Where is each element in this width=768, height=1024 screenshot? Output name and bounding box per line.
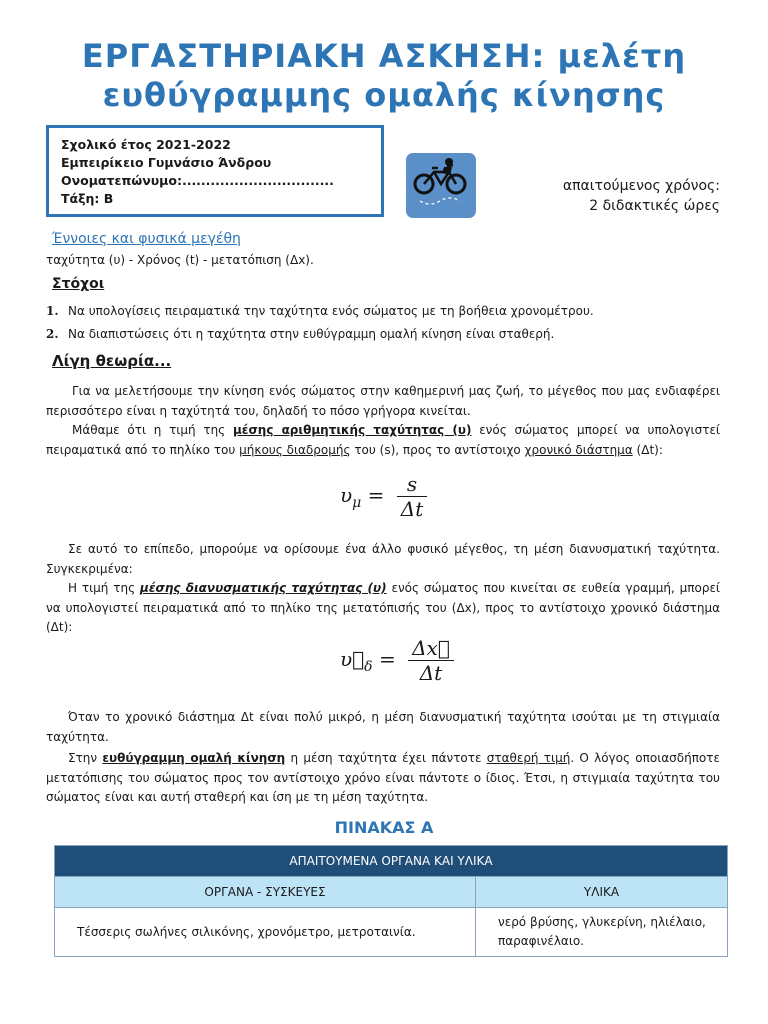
formula-lhs: υ — [340, 483, 353, 507]
goal-number: 1. — [46, 304, 59, 318]
instruments-cell: Τέσσερις σωλήνες σιλικόνης, χρονόμετρο, μετροταινία. — [55, 908, 476, 957]
column-header-materials: ΥΛΙΚΑ — [476, 877, 728, 908]
goal-number: 2. — [46, 327, 59, 341]
school-name: Εμπειρίκειο Γυμνάσιο Άνδρου — [61, 155, 272, 170]
class-label: Τάξη: Β — [61, 191, 114, 206]
goal-item-1 — [46, 302, 594, 320]
constant-value-term: σταθερή τιμή — [486, 751, 571, 765]
equals-sign: = — [378, 647, 396, 671]
concepts-heading: Έννοιες και φυσικά μεγέθη — [52, 231, 241, 247]
formula-fraction — [397, 472, 427, 521]
school-year: Σχολικό έτος 2021-2022 — [61, 137, 231, 152]
materials-table — [54, 845, 728, 957]
concepts-text: ταχύτητα (υ) - Χρόνος (t) - μετατόπιση (Δx). — [46, 253, 314, 267]
theory-paragraph-3: Σε αυτό το επίπεδο, μπορούμε να ορίσουμε ένα άλλο φυσικό μέγεθος, τη μέση διανυσματική ταχύτητα. Συγκεκριμένα: — [46, 542, 720, 576]
text-run: Στην — [68, 751, 103, 765]
mean-speed-term: μέσης αριθμητικής ταχύτητας (υ) — [232, 423, 472, 437]
path-length-term: μήκους διαδρομής — [239, 442, 351, 457]
page-title-line-2: ευθύγραμμης ομαλής κίνησης — [102, 76, 666, 114]
goal-item-2 — [46, 325, 554, 343]
theory-paragraph-4 — [46, 579, 720, 638]
time-interval-term: χρονικό διάστημα — [524, 442, 633, 457]
text-run: (Δt): — [632, 442, 663, 457]
formula-denominator: Δt — [400, 497, 424, 521]
text-run: Μάθαμε ότι η τιμή της — [72, 423, 233, 437]
text-run: του (s), προς το αντίστοιχο — [350, 442, 525, 457]
theory-paragraph-6 — [46, 749, 720, 808]
time-required — [500, 176, 720, 216]
formula-mean-vector-speed — [340, 636, 454, 685]
table-header-row — [55, 846, 728, 877]
table-row — [55, 908, 728, 957]
table-title: ΠΙΝΑΚΑΣ Α — [334, 818, 434, 837]
text-run: η μέση ταχύτητα έχει πάντοτε — [285, 751, 487, 765]
formula-denominator: Δt — [419, 661, 443, 685]
goal-text: Να υπολογίσεις πειραματικά την ταχύτητα ενός σώματος με τη βοήθεια χρονομέτρου. — [68, 304, 594, 318]
formula-subscript: μ — [352, 495, 362, 511]
student-info-box — [46, 125, 384, 217]
formula-mean-speed — [340, 472, 427, 521]
formula-lhs: υ⃗ — [340, 647, 365, 671]
text-run: ενός σώματος μπορεί να υπολογιστεί πειραματικά από το πηλίκο του — [46, 423, 720, 457]
time-required-value: 2 διδακτικές ώρες — [589, 198, 720, 214]
goal-text: Να διαπιστώσεις ότι η ταχύτητα στην ευθύγραμμη ομαλή κίνηση είναι σταθερή. — [68, 327, 555, 341]
mean-vector-speed-term: μέσης διανυσματικής ταχύτητας (υ) — [140, 581, 387, 595]
text-run: . Ο λόγος οποιασδήποτε μετατόπισης του σώματος προς τον αντίστοιχο χρόνο είναι πάντοτε ο ίδιος. Έτσι, η στιγμιαία ταχύτητα του σώματος είναι και αυτή σταθερή και ίση με τη μέση ταχύτητα. — [46, 751, 720, 804]
goals-heading: Στόχοι — [52, 276, 105, 292]
time-required-label: απαιτούμενος χρόνος: — [562, 178, 720, 194]
formula-numerator: Δx⃗ — [408, 636, 454, 661]
equals-sign: = — [367, 483, 385, 507]
theory-paragraph-1: Για να μελετήσουμε την κίνηση ενός σώματος στην καθημερινή μας ζωή, το μέγεθος που μας ενδιαφέρει περισσότερο είναι η ταχύτητά του, δηλαδή το πόσο γρήγορα κινείται. — [46, 384, 720, 418]
formula-fraction — [408, 636, 454, 685]
student-name-field: Ονοματεπώνυμο:................................ — [61, 173, 334, 188]
theory-paragraph-5: Όταν το χρονικό διάστημα Δt είναι πολύ μικρό, η μέση διανυσματική ταχύτητα ισούται με τη στιγμιαία ταχύτητα. — [46, 710, 720, 744]
theory-paragraph-2 — [46, 421, 720, 460]
uniform-motion-term: ευθύγραμμη ομαλή κίνηση — [102, 751, 286, 765]
page-title-line-1: ΕΡΓΑΣΤΗΡΙΑΚΗ ΑΣΚΗΣΗ: μελέτη — [81, 37, 687, 75]
formula-numerator: s — [397, 472, 427, 497]
theory-heading: Λίγη θεωρία... — [52, 352, 172, 370]
table-column-header-row — [55, 877, 728, 908]
text-run: Η τιμή της — [68, 581, 141, 595]
table-main-header: ΑΠΑΙΤΟΥΜΕΝΑ ΟΡΓΑΝΑ ΚΑΙ ΥΛΙΚΑ — [55, 846, 728, 877]
column-header-instruments: ΟΡΓΑΝΑ - ΣΥΣΚΕΥΕΣ — [55, 877, 476, 908]
bicycle-icon — [406, 153, 476, 218]
student-info-inner-frame — [55, 133, 375, 209]
materials-cell: νερό βρύσης, γλυκερίνη, ηλιέλαιο, παραφινέλαιο. — [476, 908, 728, 957]
text-run: ενός σώματος που κινείται σε ευθεία γραμμή, μπορεί να υπολογιστεί πειραματικά από το πηλίκο της μετατόπισής του (Δx), προς το αντίστοιχο χρονικό διάστημα (Δt): — [46, 581, 720, 634]
formula-subscript: δ — [364, 659, 373, 675]
